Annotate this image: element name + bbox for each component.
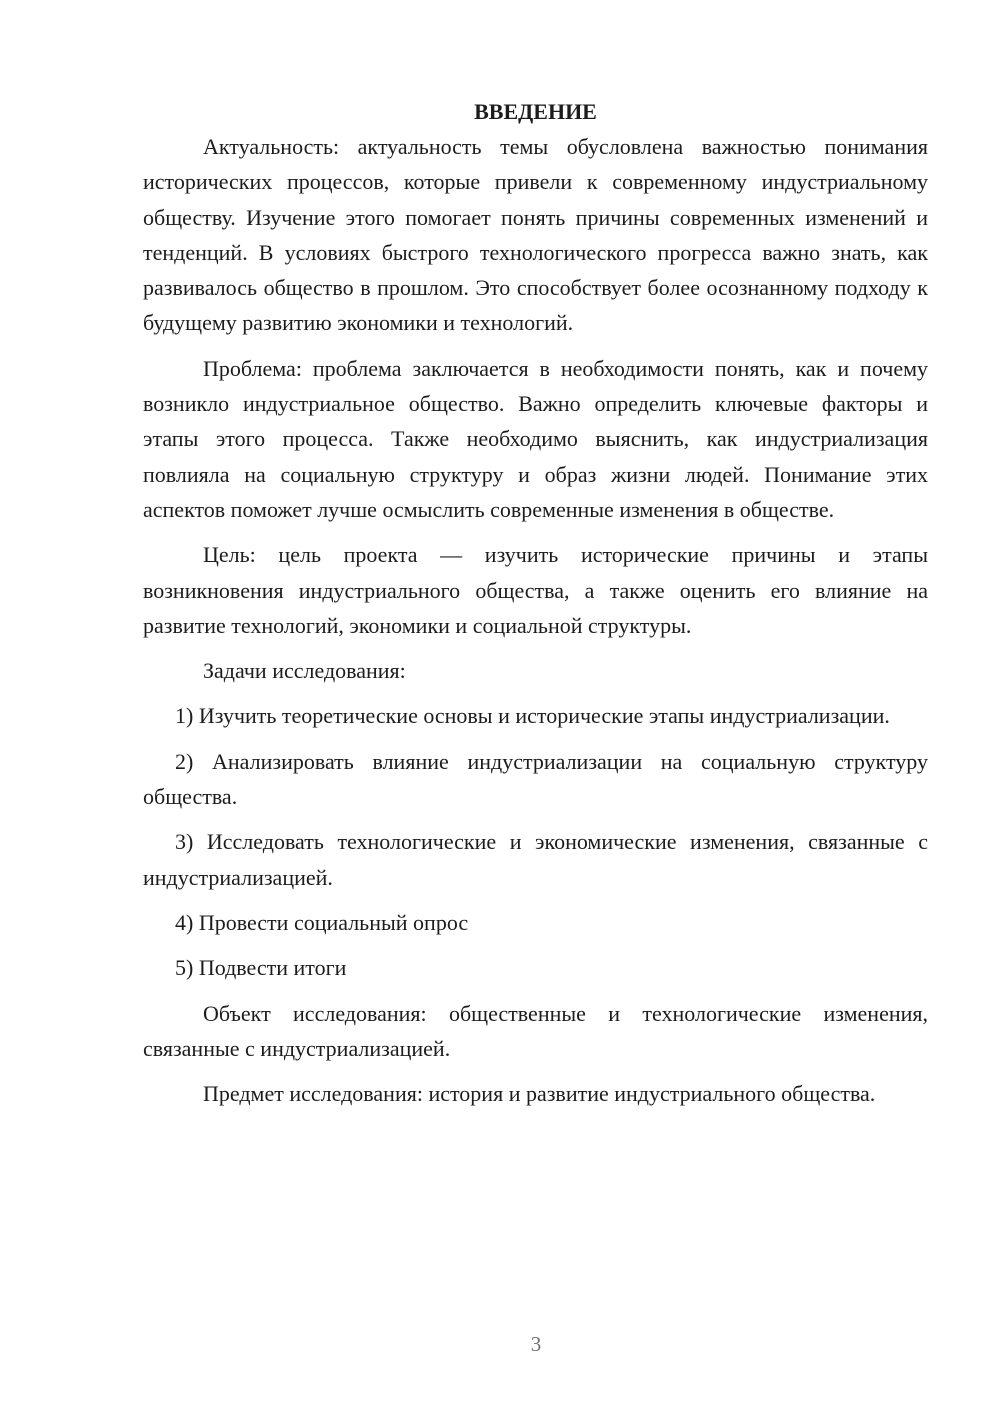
task-item-3: 3) Исследовать технологические и экономические изменения, связанные с индустриализацией. (143, 829, 928, 890)
task-item-1: 1) Изучить теоретические основы и исторические этапы индустриализации. (175, 703, 890, 729)
section-title: ВВЕДЕНИЕ (474, 99, 597, 124)
page-number: 3 (530, 1332, 542, 1356)
paragraph-goal: Цель: цель проекта — изучить исторические причины и этапы возникновения индустриального общества, а также оценить его влияние на развитие технологий, экономики и социальной структуры. (143, 542, 928, 638)
paragraph-tasks-heading: Задачи исследования: (203, 658, 406, 684)
paragraph-problem: Проблема: проблема заключается в необходимости понять, как и почему возникло индустриальное общество. Важно определить ключевые факторы и этапы этого процесса. Также необходимо выяснить, как индустриализация повлияла на социальную структуру и образ жизни людей. Понимание этих аспектов поможет лучше осмыслить современные изменения в обществе. (143, 355, 928, 522)
paragraph-object: Объект исследования: общественные и технологические изменения, связанные с индустриализацией. (143, 1000, 928, 1061)
task-item-5: 5) Подвести итоги (175, 955, 347, 981)
task-item-2: 2) Анализировать влияние индустриализации на социальную структуру общества. (143, 748, 928, 810)
page-content (143, 94, 928, 1121)
paragraph-relevance: Актуальность: актуальность темы обусловлена важностью понимания исторических процессов, которые привели к современному индустриальному обществу. Изучение этого помогает понять причины современных изменений и тенденций. В условиях быстрого технологического прогресса важно знать, как развивалось общество в прошлом. Это способствует более осознанному подходу к будущему развитию экономики и технологий. (143, 134, 928, 336)
task-item-4: 4) Провести социальный опрос (175, 909, 469, 935)
paragraph-subject: Предмет исследования: история и развитие индустриального общества. (203, 1081, 876, 1107)
